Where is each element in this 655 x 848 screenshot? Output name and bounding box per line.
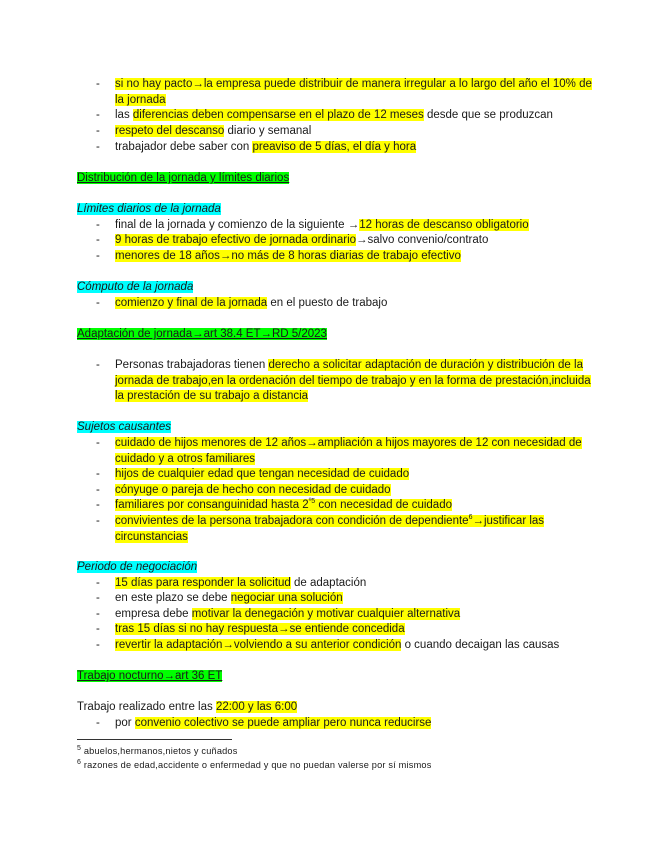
footnote-6: $^6$ razones de edad,accidente o enfermedad y que no puedan valerse por sí mismos (77, 758, 432, 770)
subheading-sujetos: Sujetos causantes (77, 421, 171, 433)
section-heading-nocturno: Trabajo nocturno→art 36 ET (77, 670, 223, 682)
subheading-limites: Límites diarios de la jornada (77, 203, 221, 215)
section-heading-adaptacion: Adaptación de jornada→art 38.4 ET→RD 5/2023 (77, 328, 327, 340)
document-page: - si no hay pacto→la empresa puede distribuir de manera irregular a lo largo del año el 10% de la jornada - las diferencias deben compensarse en el plazo de 12 meses desde que se produzcan - respeto del descanso diario y semanal - trabajador debe saber con preaviso de 5 días, el día y hora Distribución de la jornada y límites diarios Límites diarios de la jornada - final de la jornada y comienzo de la siguiente →12 horas de descanso obligatorio - 9 horas de trabajo efectivo de jornada ordinario→salvo convenio/contrato - menores de 18 años→no más de 8 horas diarias de trabajo efectivo Cómputo de la jornada - comienzo y final de la jornada en el puesto de trabajo Adaptación de jornada→art 38.4 ET→RD 5/2023 - Personas trabajadoras tienen derecho a solicitar adaptación de duración y distribución de la jornada de trabajo,en la ordenación del tiempo de trabajo y en la forma de prestación,incluida la prestación de su trabajo a distancia Sujetos causantes - cuidado de hijos menores de 12 años→ampliación a hijos mayores de 12 con necesidad de cuidado y a otros familiares - hijos de cualquier edad que tengan necesidad de cuidado - cónyuge o pareja de hecho con necesidad de cuidado - familiares por consanguinidad hasta $2^{º5}$ con necesidad de cuidado - convivientes de la persona trabajadora con condición de dependiente$^6$→justificar las circunstancias Periodo de negociación - 15 días para responder la solicitud de adaptación - en este plazo se debe negociar una solución - empresa debe motivar la denegación y motivar cualquier alternativa - tras 15 días si no hay respuesta→se entiende concedida - revertir la adaptación→volviendo a su anterior condición o cuando decaigan las causas Trabajo nocturno→art 36 ET Trabajo realizado entre las 22:00 y las 6:00 - por convenio colectivo se puede ampliar pero nunca reducirse $^5$ abuelos,hermanos,nietos y cuñados $^6$ razones de edad,accidente o enfermedad y que no puedan valerse por sí mismos (77, 78, 592, 770)
subheading-periodo: Periodo de negociación (77, 561, 198, 573)
footnote-5: $^5$ abuelos,hermanos,nietos y cuñados (77, 744, 238, 756)
section-heading-distribucion: Distribución de la jornada y límites diarios (77, 172, 290, 184)
highlighted-text: si no hay pacto→la empresa puede distribuir de manera irregular a lo largo del año el 10% de la jornada (115, 78, 592, 106)
subheading-computo: Cómputo de la jornada (77, 281, 194, 293)
footnote-ref: 6 (468, 514, 473, 522)
footnote-separator (77, 739, 232, 740)
footnote-ref: º5 (308, 498, 316, 506)
paragraph: Trabajo realizado entre las 22:00 y las 6:00 (77, 701, 298, 713)
